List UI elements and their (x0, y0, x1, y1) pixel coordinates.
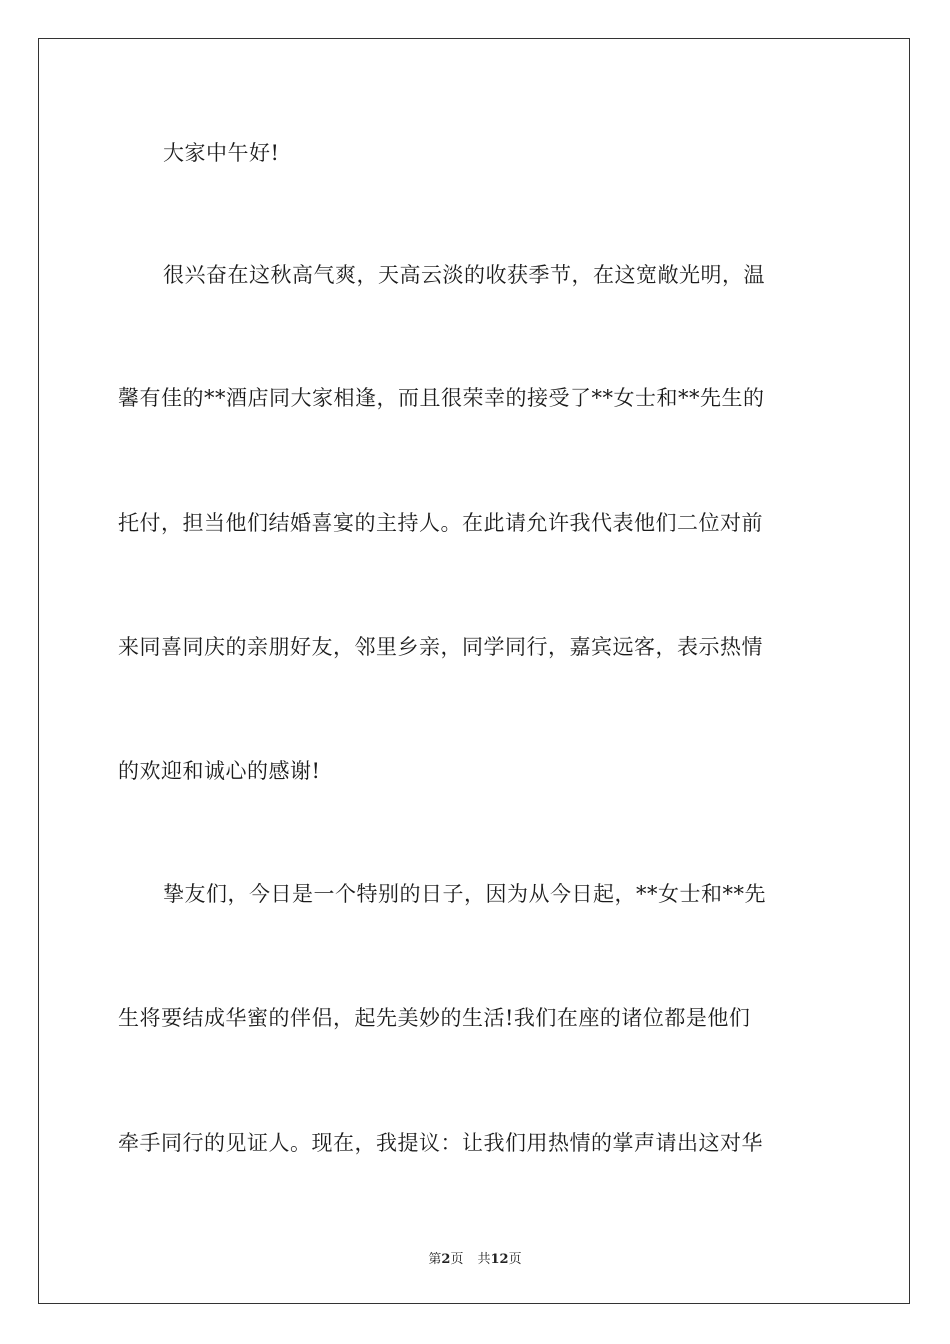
paragraph-1-line-3: 托付，担当他们结婚喜宴的主持人。在此请允许我代表他们二位对前 (118, 511, 763, 535)
footer-page-suffix: 页 (450, 1252, 464, 1267)
paragraph-2-line-1: 挚友们，今日是一个特别的日子，因为从今日起，**女士和**先 (163, 882, 766, 906)
paragraph-2-line-2: 生将要结成华蜜的伴侣，起先美妙的生活!我们在座的诸位都是他们 (118, 1006, 751, 1030)
paragraph-1-line-4: 来同喜同庆的亲朋好友，邻里乡亲，同学同行，嘉宾远客，表示热情 (118, 635, 763, 659)
page-footer (0, 1248, 950, 1267)
paragraph-1-line-5: 的欢迎和诚心的感谢! (118, 759, 321, 783)
footer-page-prefix: 第 (428, 1252, 442, 1267)
paragraph-2-line-3: 牵手同行的见证人。现在，我提议：让我们用热情的掌声请出这对华 (118, 1131, 763, 1155)
footer-total-prefix: 共 (477, 1252, 491, 1267)
footer-page-number: 2 (441, 1252, 451, 1267)
paragraph-1-line-1: 很兴奋在这秋高气爽，天高云淡的收获季节，在这宽敞光明，温 (163, 263, 765, 287)
paragraph-1-line-2: 馨有佳的**酒店同大家相逢，而且很荣幸的接受了**女士和**先生的 (118, 386, 765, 410)
greeting-line: 大家中午好! (163, 141, 280, 165)
page-border (38, 38, 910, 1304)
footer-total-suffix: 页 (508, 1252, 522, 1267)
footer-total-pages: 12 (490, 1252, 509, 1267)
